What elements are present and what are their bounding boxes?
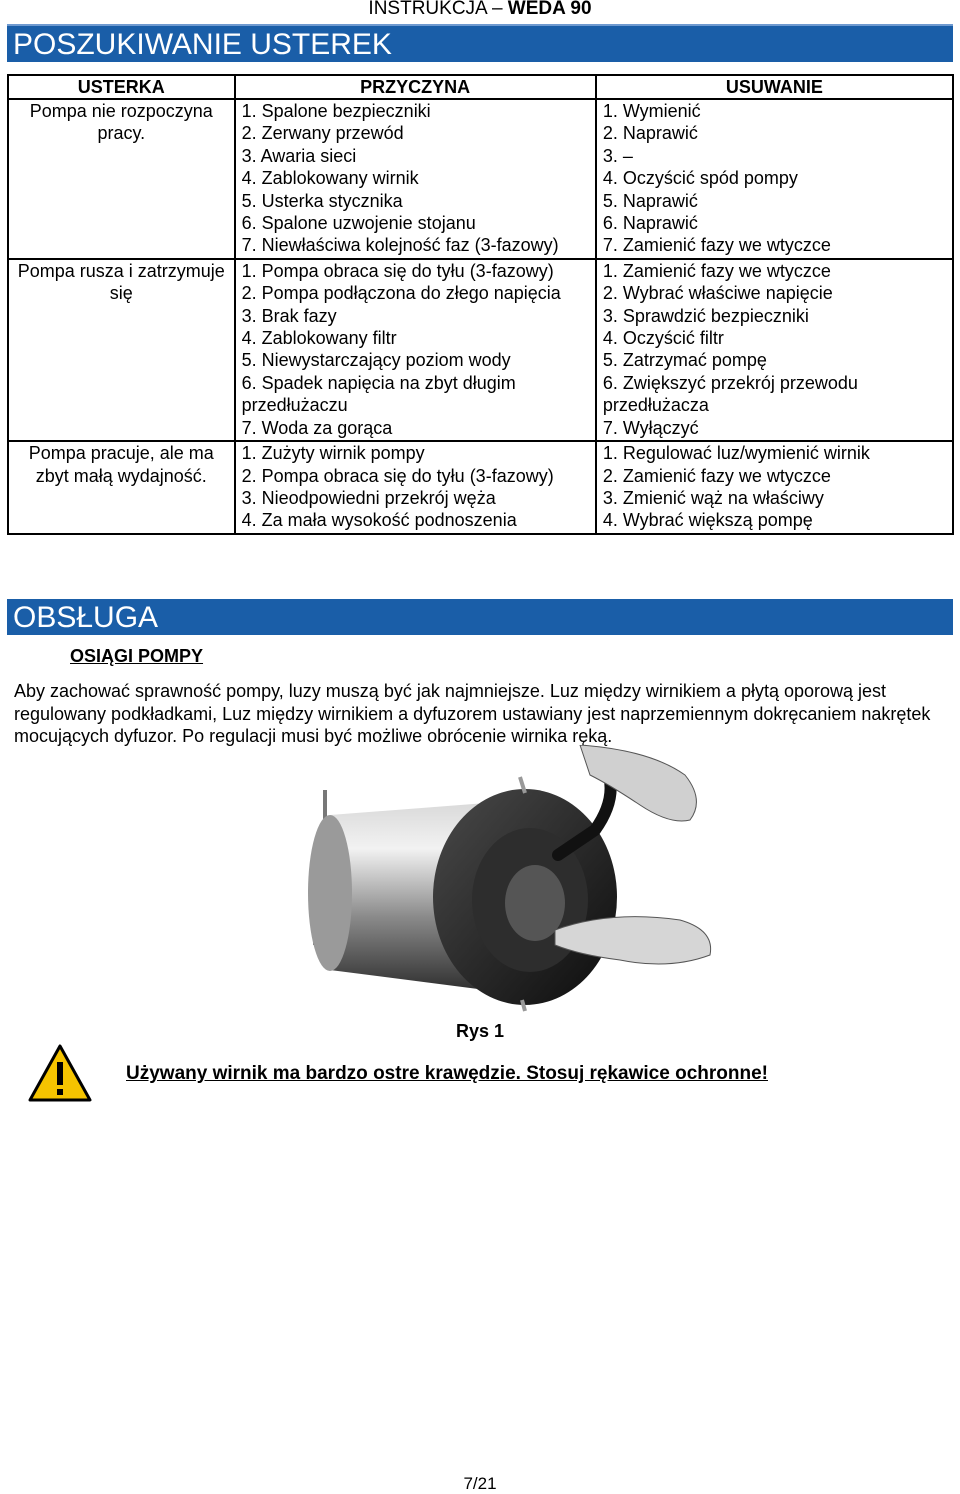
fault-cell: Pompa nie rozpoczyna pracy. <box>8 99 235 259</box>
cause-cell <box>235 441 596 534</box>
list-item: 6. Naprawić <box>602 213 698 234</box>
document-header <box>0 0 960 20</box>
table-header-row <box>8 75 953 99</box>
list-item: 3. – <box>602 145 633 166</box>
list-item: 1. Wymienić <box>602 101 701 121</box>
list-item: 4. Wybrać większą pompę <box>602 510 813 531</box>
header-model: WEDA 90 <box>507 0 592 19</box>
list-item: 2. Zerwany przewód <box>241 123 404 144</box>
list-item: 1. Regulować luz/wymienić wirnik <box>602 443 870 464</box>
list-item: 3. Brak fazy <box>241 305 337 326</box>
list-item: 3. Sprawdzić bezpieczniki <box>602 305 809 326</box>
list-item: 3. Zmienić wąż na właściwy <box>602 487 824 508</box>
fault-cell: Pompa rusza i zatrzymuje się <box>8 259 235 441</box>
list-item: 4. Zablokowany wirnik <box>241 168 419 189</box>
fault-cell: Pompa pracuje, ale ma zbyt małą wydajność. <box>8 441 235 534</box>
table-row <box>8 259 953 441</box>
list-item: 7. Woda za gorąca <box>241 417 393 438</box>
cause-cell <box>235 99 596 259</box>
list-item: 2. Wybrać właściwe napięcie <box>602 283 833 304</box>
cause-cell <box>235 259 596 441</box>
list-item: 7. Zamienić fazy we wtyczce <box>602 235 831 256</box>
list-item: 2. Naprawić <box>602 123 698 144</box>
pump-impeller-photo <box>290 745 720 1015</box>
list-item: 7. Niewłaściwa kolejność faz (3-fazowy) <box>241 235 559 256</box>
list-item: 1. Pompa obraca się do tyłu (3-fazowy) <box>241 260 554 281</box>
list-item: 3. Nieodpowiedni przekrój węża <box>241 487 496 508</box>
list-item: 5. Naprawić <box>602 190 698 211</box>
list-item: 3. Awaria sieci <box>241 145 357 166</box>
subheading-pump-performance: OSIĄGI POMPY <box>70 646 204 666</box>
table-row <box>8 441 953 534</box>
list-item: 6. Spadek napięcia na zbyt długim przedłużaczu <box>241 372 521 416</box>
remedy-cell <box>596 259 953 441</box>
list-item: 5. Zatrzymać pompę <box>602 350 767 371</box>
list-item: 4. Oczyścić filtr <box>602 328 724 349</box>
troubleshooting-table <box>7 74 954 535</box>
list-item: 6. Spalone uzwojenie stojanu <box>241 213 476 234</box>
remedy-cell <box>596 441 953 534</box>
section-title-troubleshooting: POSZUKIWANIE USTEREK <box>7 24 953 62</box>
list-item: 4. Oczyścić spód pompy <box>602 168 798 189</box>
figure-caption: Rys 1 <box>455 1021 505 1041</box>
list-item: 2. Zamienić fazy we wtyczce <box>602 465 831 486</box>
list-item: 4. Zablokowany filtr <box>241 328 397 349</box>
warning-text: Używany wirnik ma bardzo ostre krawędzie. Stosuj rękawice ochronne! <box>126 1063 768 1084</box>
warning-triangle-icon <box>27 1043 93 1103</box>
list-item: 1. Zużyty wirnik pompy <box>241 443 425 464</box>
body-paragraph: Aby zachować sprawność pompy, luzy muszą być jak najmniejsze. Luz między wirnikiem a płytą oporową jest regulowany podkładkami, Luz między wirnikiem a dyfuzorem ustawiany jest naprzemiennym dokręcaniem nakrętek mocujących dyfuzor. Po regulacji musi być możliwe obrócenie wirnika ręką. <box>14 681 931 746</box>
header-fault: USTERKA <box>8 75 235 99</box>
page-number: 7/21 <box>463 1474 497 1493</box>
list-item: 1. Zamienić fazy we wtyczce <box>602 260 831 281</box>
list-item: 4. Za mała wysokość podnoszenia <box>241 510 517 531</box>
list-item: 5. Usterka stycznika <box>241 190 403 211</box>
list-item: 7. Wyłączyć <box>602 417 699 438</box>
section-title-operation: OBSŁUGA <box>7 599 953 635</box>
header-cause: PRZYCZYNA <box>235 75 596 99</box>
header-remedy: USUWANIE <box>596 75 953 99</box>
header-doc-name: INSTRUKCJA – <box>368 0 508 19</box>
list-item: 2. Pompa obraca się do tyłu (3-fazowy) <box>241 465 554 486</box>
list-item: 5. Niewystarczający poziom wody <box>241 350 511 371</box>
table-row <box>8 99 953 259</box>
list-item: 2. Pompa podłączona do złego napięcia <box>241 283 561 304</box>
list-item: 1. Spalone bezpieczniki <box>241 101 431 121</box>
list-item: 6. Zwiększyć przekrój przewodu przedłużacza <box>602 372 863 416</box>
remedy-cell <box>596 99 953 259</box>
